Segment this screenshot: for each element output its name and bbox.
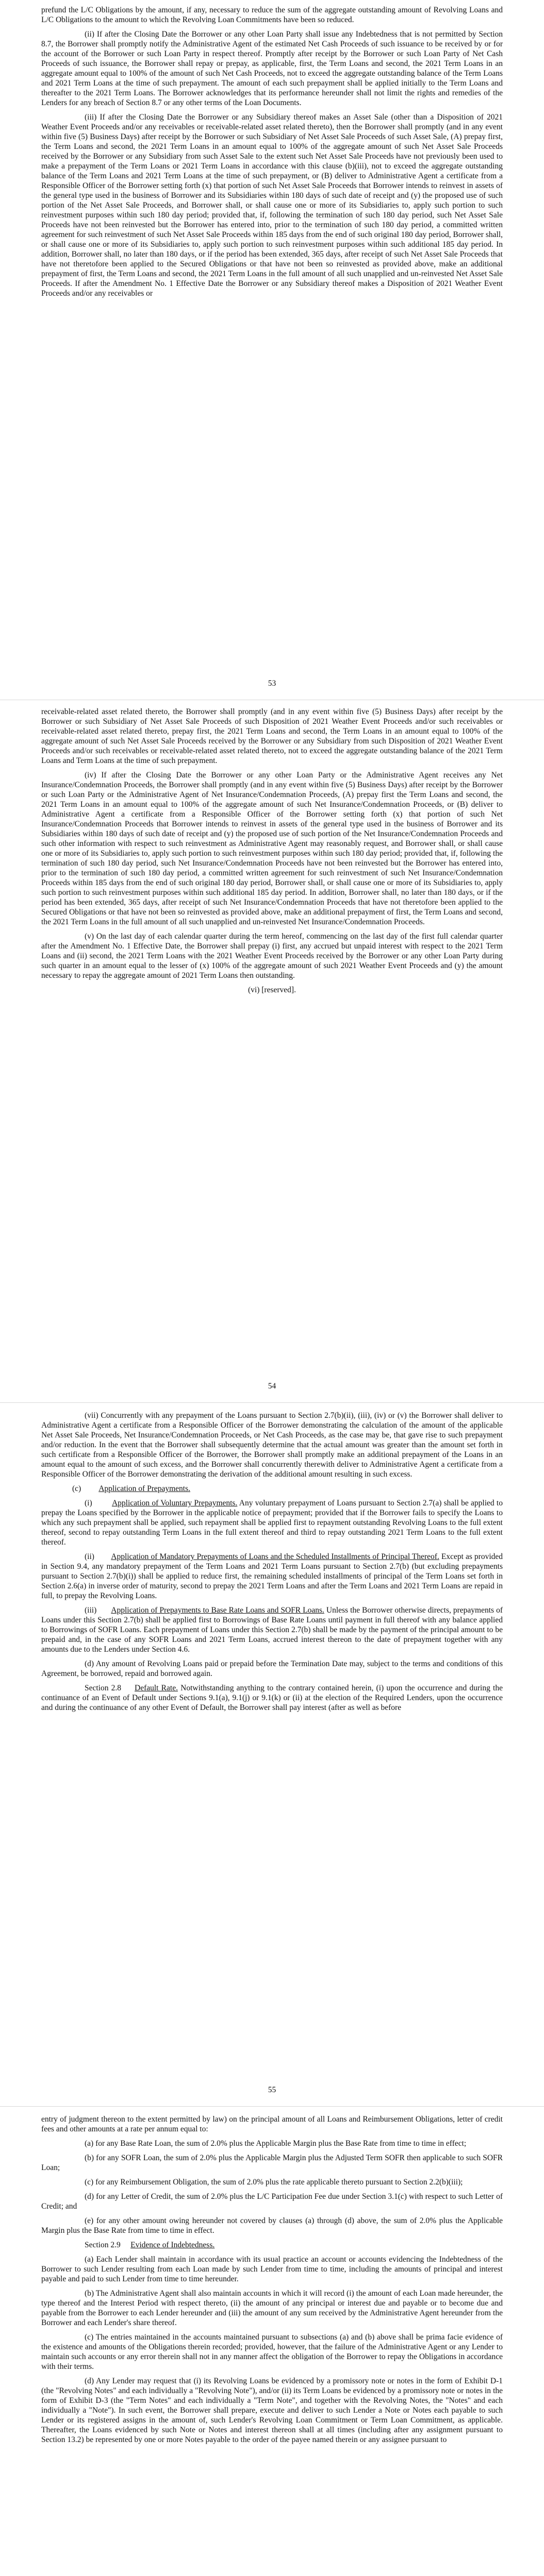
section-label: Section 2.8 [85, 1684, 122, 1692]
clause-title: Application of Mandatory Prepayments of Loans and the Scheduled Installments of Principal Thereof. [111, 1552, 439, 1561]
rate-item-c: (c) for any Reimbursement Obligation, the sum of 2.0% plus the rate applicable thereto pursuant to Section 2.2(b)(iii); [85, 2178, 463, 2187]
clause-text: Unless the Borrower otherwise directs, prepayments of Loans under this Section 2.7(b) shall be applied first to Borrowings of Base Rate Loans until payment in full thereof with any balance applied to Borrowings of SOFR Loans. Each prepayment of Loans under this Section 2.7(b) shall be made by the payment of the principal amount to be prepaid and, in the case of any SOFR Loans and 2021 Term Loans, accrued interest thereon to the date of prepayment together with any amounts due to the Lenders under Section 4.6. [41, 1606, 503, 1654]
section-text: Notwithstanding anything to the contrary contained herein, (i) upon the occurrence and during the continuance of an Event of Default under Sections 9.1(a), 9.1(j) or 9.1(k) or (ii) at the election of the Required Lenders, upon the occurrence and during the continuance of any other Event of Default, the Borrower shall pay interest (after as well as before [41, 1684, 503, 1712]
paragraph: entry of judgment thereon to the extent permitted by law) on the principal amount of all Loans and Reimbursement Obligations, letter of credit fees and other amounts at a rate per annum equal to: [41, 2115, 503, 2133]
paragraph-c-ii [41, 1552, 503, 1601]
paragraph-2-9-c: (c) The entries maintained in the accounts maintained pursuant to subsections (a) and (b) above shall be prima facie evidence of the existence and amounts of the Obligations therein recorded; provided, however, that the failure of the Administrative Agent or any Lender to maintain such accounts or any error therein shall not in any manner affect the obligation of the Borrower to repay the Obligations in accordance with their terms. [41, 2333, 503, 2371]
rate-item-e: (e) for any other amount owing hereunder not covered by clauses (a) through (d) above, the sum of 2.0% plus the Applicable Margin plus the Base Rate from time to time in effect. [41, 2216, 503, 2235]
paragraph-b-vii: (vii) Concurrently with any prepayment of the Loans pursuant to Section 2.7(b)(ii), (iii), (iv) or (v) the Borrower shall deliver to Administrative Agent a certificate from a Responsible Officer of the Borrower demonstrating the calculation of the amount of the applicable Net Asset Sale Proceeds, Net Insurance/Condemnation Proceeds, or Net Cash Proceeds, as the case may be, that gave rise to such prepayment and/or reduction. In the event that the Borrower shall subsequently determine that the actual amount was greater than the amount set forth in such certificate from a Responsible Officer of the Borrower, the Borrower shall promptly make an additional prepayment of the Loans in an amount equal to the amount of such excess, and the Borrower shall concurrently therewith deliver to Administrative Agent a certificate from a Responsible Officer of the Borrower demonstrating the derivation of the additional amount resulting in such excess. [41, 1411, 503, 1479]
paragraph-c-i [41, 1498, 503, 1547]
rate-item-d: (d) for any Letter of Credit, the sum of 2.0% plus the L/C Participation Fee due under Section 3.1(c) with respect to such Letter of Credit; and [41, 2192, 503, 2211]
paragraph: receivable-related asset related thereto, the Borrower shall promptly (and in any event within five (5) Business Days) after receipt by the Borrower or such Subsidiary of Net Asset Sale Proceeds of such Disposition of 2021 Weather Event Proceeds and/or such receivables or receivable-related asset related thereto, prepay first, the 2021 Term Loans and second, the Term Loans in an amount equal to 100% of the aggregate amount of such Net Asset Sale Proceeds received by the Borrower or any Subsidiary from such Disposition of 2021 Weather Event Proceeds and/or such receivables or receivable-related asset related thereto, not to exceed the aggregate outstanding balance of the 2021 Term Loans and Term Loans at the time of such prepayment. [41, 707, 503, 765]
paragraph-2-9-b: (b) The Administrative Agent shall also maintain accounts in which it will record (i) the amount of each Loan made hereunder, the type thereof and the Interest Period with respect thereto, (ii) the amount of any principal or interest due and payable or to become due and payable from the Borrower to each Lender hereunder and (iii) the amount of any sum received by the Administrative Agent hereunder from the Borrower and each Lender's share thereof. [41, 2289, 503, 2327]
paragraph-2-9-a: (a) Each Lender shall maintain in accordance with its usual practice an account or accounts evidencing the Indebtedness of the Borrower to such Lender resulting from each Loan made by such Lender from time to time, including the amounts of principal and interest payable and paid to such Lender from time to time hereunder. [41, 2255, 503, 2283]
page-number: 54 [268, 1382, 276, 1391]
paragraph-c-iii [41, 1605, 503, 1654]
paragraph-b-iv: (iv) If after the Closing Date the Borrower or any other Loan Party or the Administrative Agent receives any Net Insurance/Condemnation Proceeds, the Borrower shall promptly (and in any event within five (5) Business Days) after receipt by the Borrower or such Loan Party or the Administrative Agent of Net Insurance/Condemnation Proceeds, (A) prepay first the Term Loans and second, the 2021 Term Loans in an amount equal to 100% of the aggregate amount of such Net Insurance/Condemnation Proceeds, or (B) deliver to Administrative Agent a certificate from a Responsible Officer of the Borrower setting forth (x) that portion of such Net Insurance/Condemnation Proceeds that Borrower intends to reinvest in assets of the general type used in the business of Borrower and its Subsidiaries within 180 days of such date of receipt and (y) the proposed use of such portion of the Net Insurance/Condemnation Proceeds and such other information with respect to such reinvestment as Administrative Agent may reasonably request, and Borrower shall, or shall cause one or more of its Subsidiaries to, apply such portion to such reinvestment purposes within such 180 day period; provided that, if, following the termination of such 180 day period, such Net Insurance/Condemnation Proceeds have not been reinvested but the Borrower has entered into, prior to the termination of such 180 day period, a committed written agreement for such reinvestment of such Net Insurance/Condemnation Proceeds within 185 days from the end of such original 180 day period, Borrower shall, or shall cause one or more of its Subsidiaries to, apply such portion to such reinvestment purposes within such additional 185 day period. In addition, Borrower shall, no later than 180 days, or if the period has been extended, 365 days, after receipt of such Net Insurance/Condemnation Proceeds that have not theretofore been applied to the Secured Obligations or that have not been so reinvested as provided above, make an additional prepayment of first, the Term Loans and second, the 2021 Term Loans in the full amount of all such unapplied and un-reinvested Net Insurance/Condemnation Proceeds. [41, 771, 503, 926]
paragraph-b-iii: (iii) If after the Closing Date the Borrower or any Subsidiary thereof makes an Asset Sale (other than a Disposition of 2021 Weather Event Proceeds and/or any receivables or receivable-related asset related thereto), then the Borrower shall promptly (and in any event within five (5) Business Days) after receipt by the Borrower or such Subsidiary of Net Asset Sale Proceeds of such Asset Sale, (A) prepay first, the Term Loans and second, the 2021 Term Loans in an amount equal to 100% of the aggregate amount of such Net Asset Sale Proceeds received by the Borrower or any Subsidiary from such Asset Sale to the extent such Net Asset Sale Proceeds have not previously been used to make a prepayment of the Term Loans or 2021 Term Loans in accordance with this clause (b)(iii), not to exceed the aggregate outstanding balance of the Term Loans and 2021 Term Loans at the time of such prepayment, or (B) deliver to Administrative Agent a certificate from a Responsible Officer of the Borrower setting forth (x) that portion of such Net Asset Sale Proceeds that Borrower intends to reinvest in assets of the general type used in the business of Borrower and its Subsidiaries within 180 days of such date of receipt and (y) the proposed use of such portion of the Net Asset Sale Proceeds, and Borrower shall, or shall cause one or more of its Subsidiaries to, apply such portion to such reinvestment purposes within such 180 day period; provided that, if, following the termination of such 180 day period, such Net Asset Sale Proceeds have not been reinvested but the Borrower has entered into, prior to the termination of such 180 day period, a committed written agreement for such reinvestment of such Net Asset Sale Proceeds within 185 days from the end of such original 180 day period, Borrower shall, or shall cause one or more of its Subsidiaries to, apply such portion to such reinvestment purposes within such additional 185 day period. In addition, Borrower shall, no later than 180 days, or if the period has been extended, 365 days, after receipt of such Net Asset Sale Proceeds that have not theretofore been applied to the Secured Obligations or that have not been so reinvested as provided above, make an additional prepayment of first, the Term Loans and second, the 2021 Term Loans in the full amount of all such unapplied and un-reinvested Net Asset Sale Proceeds. If after the Amendment No. 1 Effective Date the Borrower or any Subsidiary thereof makes a Disposition of 2021 Weather Event Proceeds and/or any receivables or [41, 113, 503, 298]
rate-item-a: (a) for any Base Rate Loan, the sum of 2.0% plus the Applicable Margin plus the Base Rate from time to time in effect; [85, 2139, 467, 2148]
rate-item-b: (b) for any SOFR Loan, the sum of 2.0% plus the Applicable Margin plus the Adjusted Term SOFR then applicable to such SOFR Loan; [41, 2154, 503, 2172]
section-2-9-heading [41, 2240, 503, 2250]
page-divider [0, 1402, 544, 1403]
section-title: Evidence of Indebtedness. [130, 2241, 215, 2249]
clause-label: (iii) [85, 1606, 97, 1615]
page-number: 55 [268, 2086, 276, 2094]
page-55 [41, 1411, 503, 1717]
section-2-8 [41, 1683, 503, 1713]
clause-text: Except as provided in Section 9.4, any mandatory prepayment of the Term Loans and 2021 Term Loans pursuant to Section 2.7(b) (but excluding prepayments pursuant to Section 2.7(b)(i)) shall be applied to reduce first, the remaining scheduled installments of principal of the Term Loans set forth in Section 2.6(a) in inverse order of maturity, second to prepay the 2021 Term Loans and after the Term Loans and 2021 Term Loans are repaid in full, to prepay the Revolving Loans. [41, 1552, 503, 1600]
clause-title: Application of Prepayments to Base Rate Loans and SOFR Loans. [111, 1606, 324, 1615]
paragraph: prefund the L/C Obligations by the amount, if any, necessary to reduce the sum of the aggregate outstanding amount of Revolving Loans and L/C Obligations to the amount to which the Revolving Loan Commitments have been so reduced. [41, 6, 503, 24]
section-title: Default Rate. [135, 1684, 178, 1692]
clause-label: (c) [72, 1484, 81, 1493]
paragraph-d: (d) Any amount of Revolving Loans paid or prepaid before the Termination Date may, subject to the terms and conditions of this Agreement, be borrowed, repaid and borrowed again. [41, 1659, 503, 1678]
paragraph-b-vi: (vi) [reserved]. [248, 986, 296, 994]
paragraph-b-v: (v) On the last day of each calendar quarter during the term hereof, commencing on the last day of the first full calendar quarter after the Amendment No. 1 Effective Date, the Borrower shall prepay (i) first, any accrued but unpaid interest with respect to the 2021 Term Loans and (ii) second, the 2021 Term Loans with the 2021 Weather Event Proceeds received by the Borrower or any other Loan Party during such quarter in an amount equal to the lesser of (x) 100% of the aggregate amount of such 2021 Weather Event Proceeds and (y) the amount necessary to repay the aggregate amount of 2021 Term Loans then outstanding. [41, 932, 503, 980]
clause-text: Any voluntary prepayment of Loans pursuant to Section 2.7(a) shall be applied to prepay the Loans specified by the Borrower in the applicable notice of prepayment; provided that if the Borrower fails to specify the Loans to which any such prepayment shall be applied, such repayment shall be applied first to repayment outstanding Revolving Loans to the full extent thereof, second to repay outstanding Term Loans in the full extent thereof and third to repay outstanding 2021 Term Loans to the full extent thereof. [41, 1499, 503, 1547]
page-53 [41, 5, 503, 303]
clause-label: (i) [85, 1499, 92, 1507]
clause-title: Application of Prepayments. [98, 1484, 191, 1493]
paragraph-b-ii: (ii) If after the Closing Date the Borrower or any other Loan Party shall issue any Indebtedness that is not permitted by Section 8.7, the Borrower shall promptly notify the Administrative Agent of the estimated Net Cash Proceeds of such issuance to be received by or for the account of the Borrower or such Loan Party in respect thereof. Promptly after receipt by the Borrower or such Loan Party of Net Cash Proceeds of such issuance, the Borrower shall repay or prepay, as applicable, first, the Term Loans and second, the 2021 Term Loans in an aggregate amount equal to 100% of the amount of such Net Cash Proceeds, not to exceed the aggregate outstanding balance of the Term Loans and 2021 Term Loans at the time of such prepayment. The amount of each such prepayment shall be applied initially to the Term Loans and thereafter to the 2021 Term Loans. The Borrower acknowledges that its performance hereunder shall not limit the rights and remedies of the Lenders for any breach of Section 8.7 or any other terms of the Loan Documents. [41, 30, 503, 107]
page-number: 53 [268, 679, 276, 688]
page-56 [41, 2114, 503, 2449]
clause-title: Application of Voluntary Prepayments. [111, 1499, 238, 1507]
page-54 [41, 707, 503, 999]
paragraph-2-9-d: (d) Any Lender may request that (i) its Revolving Loans be evidenced by a promissory note or notes in the form of Exhibit D-1 (the "Revolving Notes" and each individually a "Revolving Note"), and/or (ii) its Term Loans be evidenced by a promissory note or notes in the form of Exhibit D-3 (the "Term Notes" and each individually a "Term Note", and together with the Revolving Notes, the "Notes" and each individually a "Note"). In such event, the Borrower shall prepare, execute and deliver to such Lender a Note or Notes each payable to such Lender or its registered assigns in the amount of, such Lender's Revolving Loan Commitment or Term Loan Commitment, as applicable. Thereafter, the Loans evidenced by such Note or Notes and interest thereon shall at all times (including after any assignment pursuant to Section 13.2) be represented by one or more Notes payable to the order of the payee named therein or any assignee pursuant to [41, 2377, 503, 2444]
section-label: Section 2.9 [85, 2241, 121, 2249]
heading-c [72, 1484, 503, 1494]
page-divider [0, 2106, 544, 2107]
clause-label: (ii) [85, 1552, 94, 1561]
